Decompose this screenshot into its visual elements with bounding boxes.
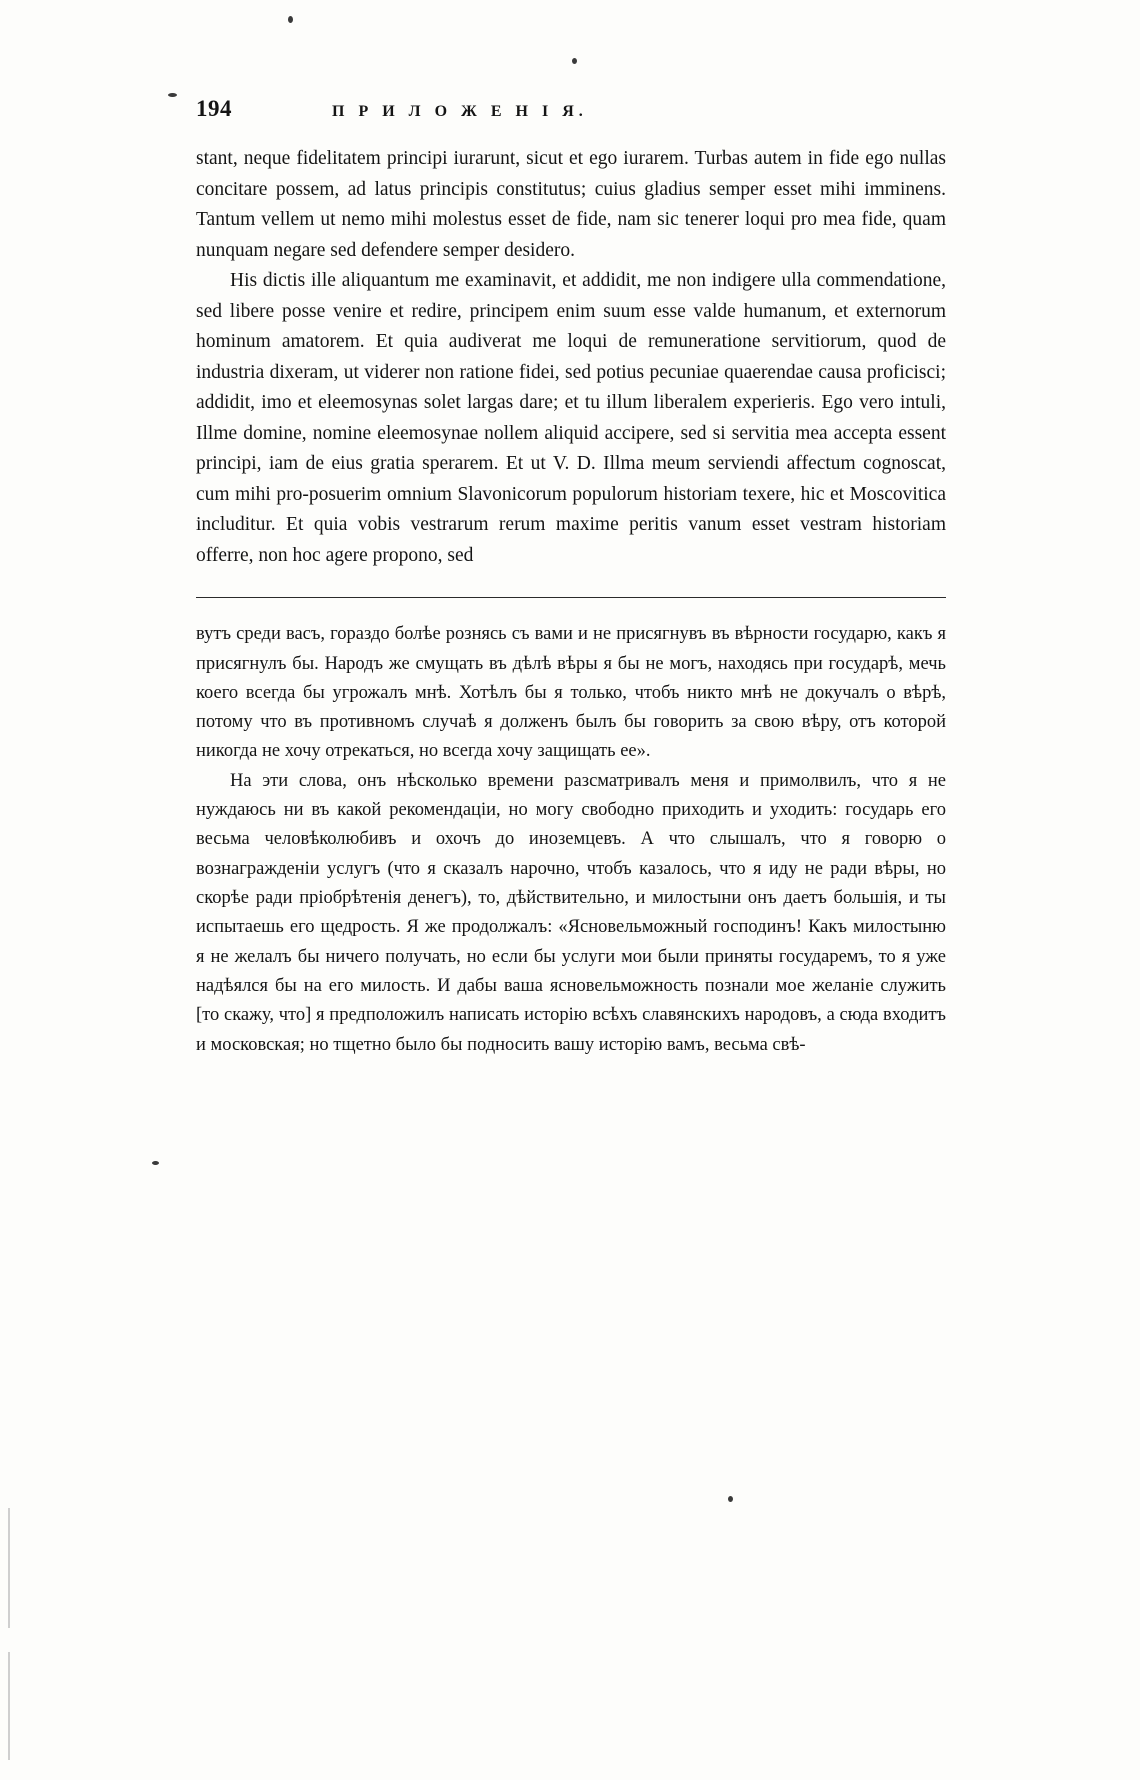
scan-speck: [152, 1161, 159, 1165]
latin-paragraph-1: stant, neque fidelitatem principi iurarunt, sicut et ego iurarem. Turbas autem in fide ego nullas concitare possem, ad latus principis constitutus; cuius gladius semper esset mihi imminens. Tantum vellem ut nemo mihi molestus esset de fide, nam sic tenerer loqui pro mea fide, quam nunquam negare sed defendere semper desidero.: [196, 148, 946, 261]
page-edge-artifact: [8, 1652, 10, 1760]
running-title: П Р И Л О Ж Е Н І Я.: [332, 103, 588, 120]
scan-speck: [728, 1496, 733, 1502]
russian-text-block: [196, 620, 946, 1060]
scan-speck: [168, 93, 177, 97]
page-content: [196, 96, 946, 1060]
scan-speck: [288, 16, 293, 23]
page-header: [196, 96, 946, 122]
latin-text-block: [196, 144, 946, 571]
latin-paragraph-2: His dictis ille aliquantum me examinavit, et addidit, me non indigere ulla commendatione, sed libere posse venire et redire, principem enim suum esse valde humanum, et externorum hominum amatorem. Et quia audiverat me loqui de remuneratione servitiorum, quod de industria dixeram, ut viderer non ratione fidei, sed potius pecuniae quaerendae causa proficisci; addidit, imo et eleemosynas solet largas dare; et tu illum liberalem experieris. Ego vero intuli, Illme domine, nomine eleemosynae nollem aliquid accipere, sed si servitia mea accepta essent principi, iam de eius gratia sperarem. Et ut V. D. Illma meum serviendi affectum cognoscat, cum mihi pro-posuerim omnium Slavonicorum populorum historiam texere, hic et Moscovitica includitur. Et quia vobis vestrarum rerum maxime peritis vanum esset vestram historiam offerre, non hoc agere propono, sed: [196, 270, 946, 566]
page-edge-artifact: [8, 1508, 10, 1628]
russian-paragraph-2: На эти слова, онъ нѣсколько времени разсматривалъ меня и примолвилъ, что я не нуждаюсь ни въ какой рекомендаціи, но могу свободно приходить и уходить: государь его весьма человѣколюбивъ и охочъ до иноземцевъ. А что слышалъ, что я говорю о вознагражденіи услугъ (что я сказалъ нарочно, чтобъ казалось, что я иду не ради вѣры, но скорѣе ради пріобрѣтенія денегъ), то, дѣйствительно, и милостыни онъ даетъ большія, и ты испытаешь его щедрость. Я же продолжалъ: «Ясновельможный господинъ! Какъ милостыню я не желалъ бы ничего получать, но если бы услуги мои были приняты государемъ, то я уже надѣялся бы на его милость. И дабы ваша ясновельможность познали мое желаніе служить [то скажу, что] я предположилъ написать исторію всѣхъ славянскихъ народовъ, а сюда входитъ и московская; но тщетно было бы подносить вашу исторію вамъ, весьма свѣ-: [196, 770, 946, 1055]
scan-speck: [572, 58, 577, 64]
section-divider: [196, 597, 946, 598]
russian-paragraph-1: вутъ среди васъ, гораздо болѣе рознясь съ вами и не присягнувъ въ вѣрности государю, какъ я присягнулъ бы. Народъ же смущать въ дѣлѣ вѣры я бы не могъ, находясь при государѣ, мечь коего всегда бы угрожалъ мнѣ. Хотѣлъ бы я только, чтобъ никто мнѣ не докучалъ о вѣрѣ, потому что въ противномъ случаѣ я долженъ былъ бы говорить за свою вѣру, отъ которой никогда не хочу отрекаться, но всегда хочу защищать ее».: [196, 624, 946, 762]
page-number: 194: [196, 96, 232, 121]
